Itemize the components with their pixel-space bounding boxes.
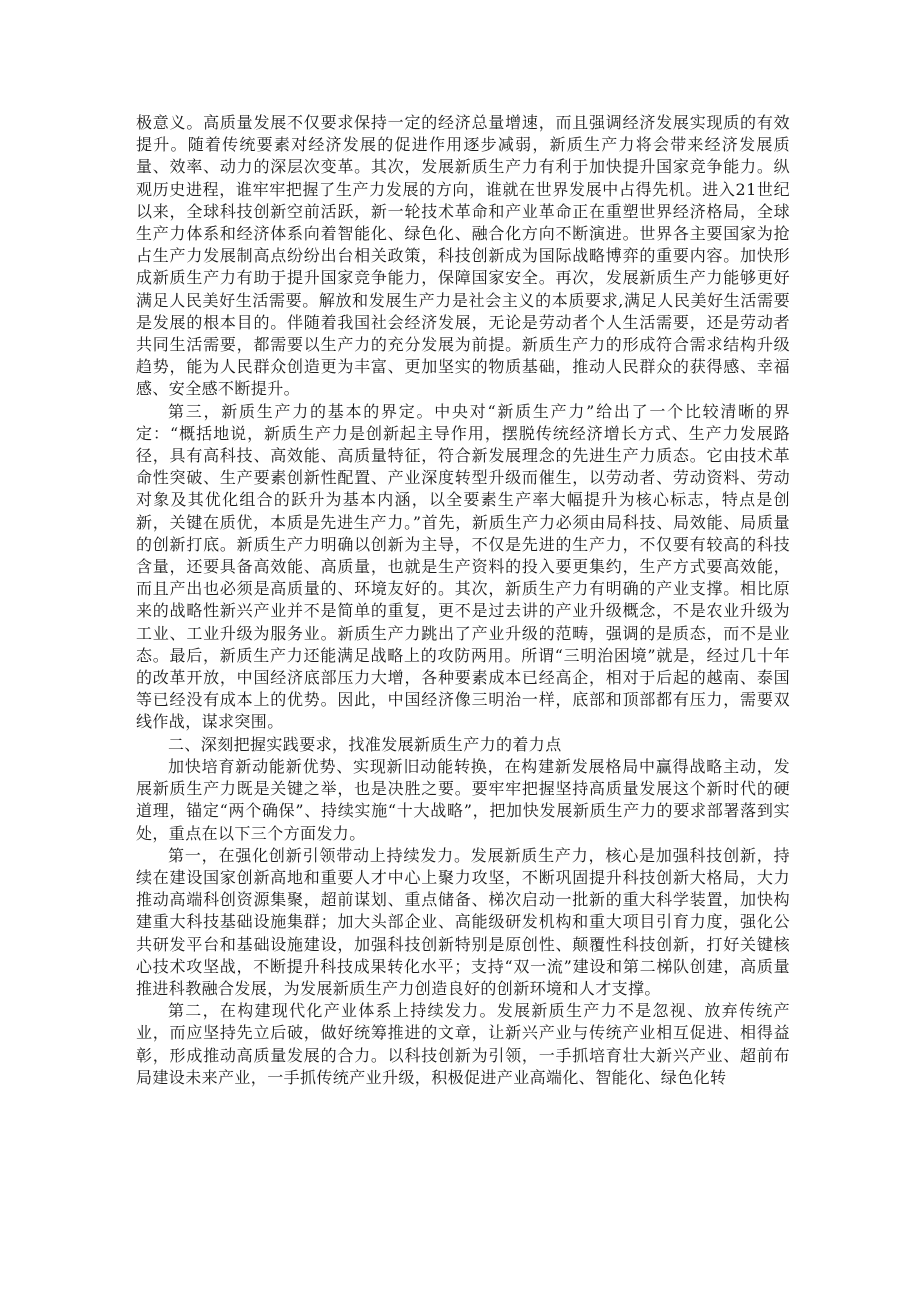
paragraph: 第一，在强化创新引领带动上持续发力。发展新质生产力，核心是加强科技创新，持续在建设国家创新高地和重要人才中心上聚力攻坚，不断巩固提升科技创新大格局，大力推动高端科创资源集聚，超前谋划、重点储备、梯次启动一批新的重大科学装置，加快构建重大科技基础设施集群；加大头部企业、高能级研发机构和重大项目引育力度，强化公共研发平台和基础设施建设，加强科技创新特别是原创性、颠覆性科技创新，打好关键核心技术攻坚战，不断提升科技成果转化水平；支持“双一流”建设和第二梯队创建，高质量推进科教融合发展，为发展新质生产力创造良好的创新环境和人才支撑。	[136, 845, 790, 998]
paragraph: 极意义。高质量发展不仅要求保持一定的经济总量增速，而且强调经济发展实现质的有效提升。随着传统要素对经济发展的促进作用逐步减弱，新质生产力将会带来经济发展质量、效率、动力的深层次变革。其次，发展新质生产力有利于加快提升国家竞争能力。纵观历史进程，谁牢牢把握了生产力发展的方向，谁就在世界发展中占得先机。进入21世纪以来，全球科技创新空前活跃，新一轮技术革命和产业革命正在重塑世界经济格局，全球生产力体系和经济体系向着智能化、绿色化、融合化方向不断演进。世界各主要国家为抢占生产力发展制高点纷纷出台相关政策，科技创新成为国际战略博弈的重要内容。加快形成新质生产力有助于提升国家竞争能力，保障国家安全。再次，发展新质生产力能够更好满足人民美好生活需要。解放和发展生产力是社会主义的本质要求,满足人民美好生活需要是发展的根本目的。伴随着我国社会经济发展，无论是劳动者个人生活需要，还是劳动者共同生活需要，都需要以生产力的充分发展为前提。新质生产力的形成符合需求结构升级趋势，能为人民群众创造更为丰富、更加坚实的物质基础，推动人民群众的获得感、幸福感、安全感不断提升。	[136, 113, 790, 399]
paragraph: 加快培育新动能新优势、实现新旧动能转换，在构建新发展格局中赢得战略主动，发展新质生产力既是关键之举，也是决胜之要。要牢牢把握坚持高质量发展这个新时代的硬道理，锚定“两个确保”、持续实施“十大战略”，把加快发展新质生产力的要求部署落到实处，重点在以下三个方面发力。	[136, 756, 790, 843]
paragraph: 第二，在构建现代化产业体系上持续发力。发展新质生产力不是忽视、放弃传统产业，而应坚持先立后破，做好统筹推进的文章，让新兴产业与传统产业相互促进、相得益彰，形成推动高质量发展的合力。以科技创新为引领，一手抓培育壮大新兴产业、超前布局建设未来产业，一手抓传统产业升级，积极促进产业高端化、智能化、绿色化转	[136, 1001, 790, 1087]
section-heading: 二、深刻把握实践要求，找准发展新质生产力的着力点	[168, 734, 562, 754]
document-body	[136, 112, 790, 1089]
paragraph: 第三，新质生产力的基本的界定。中央对“新质生产力”给出了一个比较清晰的界定：“概括地说，新质生产力是创新起主导作用，摆脱传统经济增长方式、生产力发展路径，具有高科技、高效能、高质量特征，符合新发展理念的先进生产力质态。它由技术革命性突破、生产要素创新性配置、产业深度转型升级而催生，以劳动者、劳动资料、劳动对象及其优化组合的跃升为基本内涵，以全要素生产率大幅提升为核心标志，特点是创新，关键在质优，本质是先进生产力。”首先，新质生产力必须由局科技、局效能、局质量的创新打底。新质生产力明确以创新为主导，不仅是先进的生产力，不仅要有较高的科技含量，还要具备高效能、高质量，也就是生产资料的投入要更集约，生产方式要高效能，而且产出也必须是高质量的、环境友好的。其次，新质生产力有明确的产业支撑。相比原来的战略性新兴产业并不是简单的重复，更不是过去讲的产业升级概念，不是农业升级为工业、工业升级为服务业。新质生产力跳出了产业升级的范畴，强调的是质态，而不是业态。最后，新质生产力还能满足战略上的攻防两用。所谓“三明治困境”就是，经过几十年的改革开放，中国经济底部压力大增，各种要素成本已经高企，相对于后起的越南、泰国等已经没有成本上的优势。因此，中国经济像三明治一样，底部和顶部都有压力，需要双线作战，谋求突围。	[136, 401, 790, 732]
